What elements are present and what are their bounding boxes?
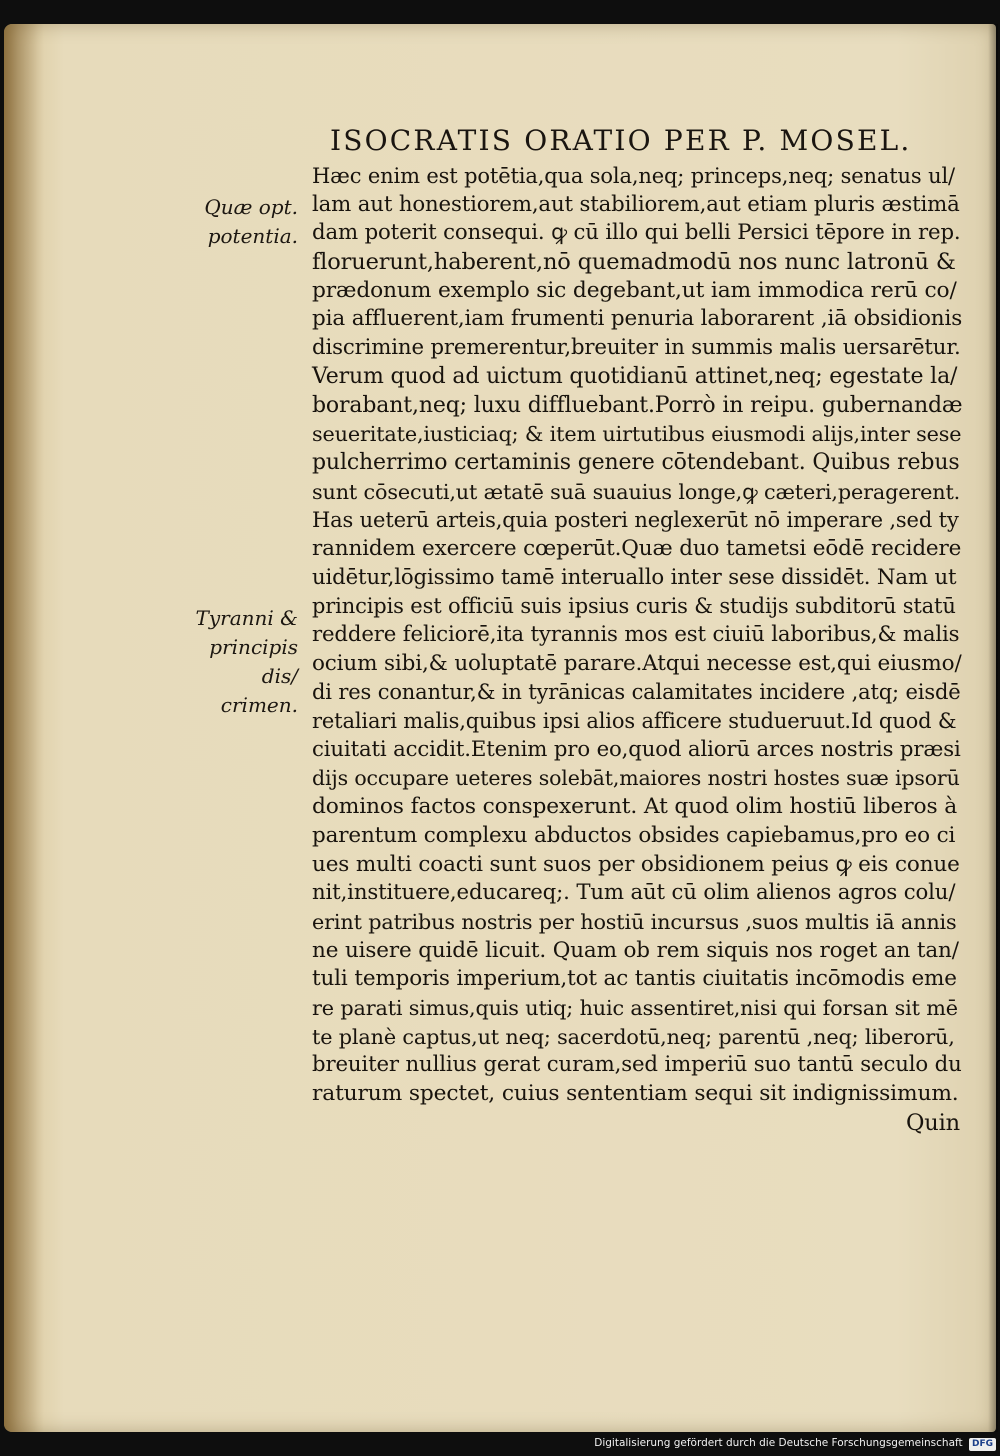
text-line: lam aut honestiorem,aut stabiliorem,aut etiam pluris æstimā xyxy=(312,191,960,217)
text-line: discrimine premerentur,breuiter in summis malis uersarētur. xyxy=(312,335,961,361)
margin-note-line: Quæ opt. xyxy=(204,195,298,219)
text-line: retaliari malis,quibus ipsi alios afficere studueruut.Id quod & xyxy=(312,709,957,734)
text-line: tuli temporis imperium,tot ac tantis ciuitatis incōmodis eme xyxy=(312,966,957,992)
text-line: Verum quod ad uictum quotidianū attinet,neq; egestate la/ xyxy=(312,363,958,389)
running-head: ISOCRATIS ORATIO PER P. MOSEL. xyxy=(330,124,912,157)
text-line: erint patribus nostris per hostiū incursus ,suos multis iā annis xyxy=(312,909,957,934)
margin-note-line: principis dis/ xyxy=(209,635,298,688)
text-line: ocium sibi,& uoluptatē parare.Atqui necesse est,qui eiusmo/ xyxy=(312,650,962,676)
digitization-credit xyxy=(560,1437,996,1453)
text-line: Hæc enim est potētia,qua sola,neq; princeps,neq; senatus ul/ xyxy=(312,164,955,188)
text-line: seueritate,iusticiaq; & item uirtutibus eiusmodi alijs,inter sese xyxy=(312,422,962,447)
text-line: dam poterit consequi. ꝙ cū illo qui belli Persici tēpore in rep. xyxy=(312,220,961,246)
margin-note-line: crimen. xyxy=(220,693,298,717)
text-line: uidētur,lōgissimo tamē interuallo inter sese dissidēt. Nam ut xyxy=(312,564,957,590)
text-line: breuiter nullius gerat curam,sed imperiū suo tantū seculo du xyxy=(312,1052,962,1078)
credit-text: Digitalisierung gefördert durch die Deutsche Forschungsgemeinschaft xyxy=(594,1437,963,1449)
dfg-logo: DFG xyxy=(969,1438,996,1451)
text-line: ciuitati accidit.Etenim pro eo,quod aliorū arces nostris præsi xyxy=(312,736,961,762)
text-line: rannidem exercere cœperūt.Quæ duo tametsi eōdē recidere xyxy=(312,535,962,561)
text-line: te planè captus,ut neq; sacerdotū,neq; parentū ,neq; liberorū, xyxy=(312,1024,955,1049)
text-line: reddere feliciorē,ita tyrannis mos est ciuiū laboribus,& malis xyxy=(312,622,960,647)
text-line: parentum complexu abductos obsides capiebamus,pro eo ci xyxy=(312,822,956,848)
text-line: re parati simus,quis utiq; huic assentiret,nisi qui forsan sit mē xyxy=(312,995,958,1020)
text-line: nit,instituere,educareq;. Tum aūt cū olim alienos agros colu/ xyxy=(312,880,956,906)
text-line: pulcherrimo certaminis genere cōtendebant. Quibus rebus xyxy=(312,449,960,475)
text-line: principis est officiū suis ipsius curis & studijs subditorū statū xyxy=(312,594,956,619)
text-line: ne uisere quidē licuit. Quam ob rem siquis nos roget an tan/ xyxy=(312,937,959,963)
text-line: ues multi coacti sunt suos per obsidionem peius ꝙ eis conue xyxy=(312,851,960,877)
text-line: Has ueterū arteis,quia posteri neglexerūt nō imperare ,sed ty xyxy=(312,508,959,533)
margin-note-line: Tyranni & xyxy=(195,606,298,630)
text-line: borabant,neq; luxu diffluebant.Porrò in reipu. gubernandæ xyxy=(312,392,963,418)
text-line: pia affluerent,iam frumenti penuria laborarent ,iā obsidionis xyxy=(312,306,963,332)
text-line: prædonum exemplo sic degebant,ut iam immodica rerū co/ xyxy=(312,277,957,303)
text-line: di res conantur,& in tyrānicas calamitates incidere ,atq; eisdē xyxy=(312,680,961,705)
margin-note-optima-potentia xyxy=(178,193,298,251)
text-line: raturum spectet, cuius sententiam sequi sit indignissimum. xyxy=(312,1081,959,1106)
text-line: dominos factos conspexerunt. At quod olim hostiū liberos à xyxy=(312,794,958,820)
text-line: dijs occupare ueteres solebāt,maiores nostri hostes suæ ipsorū xyxy=(312,766,960,791)
margin-note-line: potentia. xyxy=(207,224,298,248)
text-line: Quin xyxy=(905,1109,960,1136)
body-text xyxy=(312,162,962,1137)
margin-note-tyranni-discrimen xyxy=(170,604,298,720)
text-line: sunt cōsecuti,ut ætatē suā suauius longe,ꝙ cæteri,peragerent. xyxy=(312,479,961,504)
text-line: floruerunt,haberent,nō quemadmodū nos nunc latronū & xyxy=(312,249,956,276)
